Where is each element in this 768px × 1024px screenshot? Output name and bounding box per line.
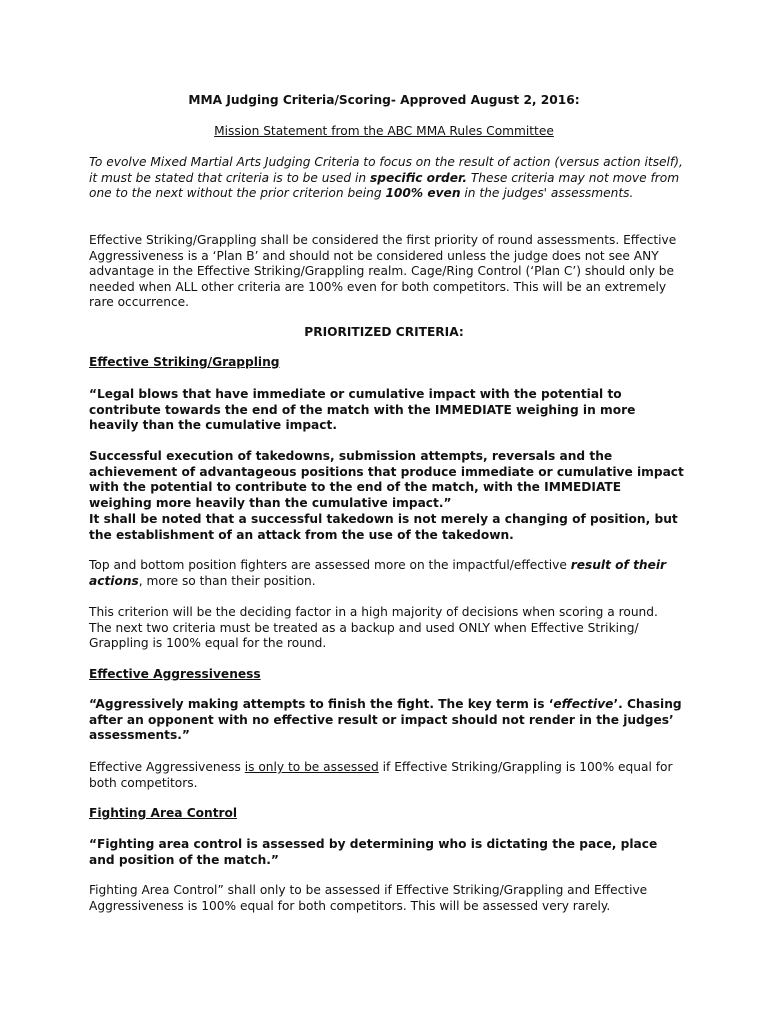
aggressiveness-note-underline: is only to be assessed	[244, 760, 379, 774]
striking-heading: Effective Striking/Grappling	[89, 355, 280, 369]
striking-quote-1: “Legal blows that have immediate or cumulative impact with the potential to contribute towards the end of the match with the IMMEDIATE weighing in more heavily than the cumulative impact.	[89, 387, 636, 433]
deciding-factor-paragraph: This criterion will be the deciding factor in a high majority of decisions when scoring a round. The next two criteria must be treated as a backup and used ONLY when Effective Striking/ Grappling is 100% equal for the round.	[89, 605, 658, 651]
intro-emphasis-100-even: 100% even	[385, 186, 461, 201]
overview-paragraph: Effective Striking/Grappling shall be considered the first priority of round assessments. Effective Aggressiveness is a ‘Plan B’ and should not be considered unless the judge does not see ANY advantage in the Effective Striking/Grappling realm. Cage/Ring Control (‘Plan C’) should only be needed when ALL other criteria are 100% even for both competitors. This will be an extremely rare occurrence.	[89, 233, 677, 310]
position-text-1: Top and bottom position fighters are assessed more on the impactful/effective	[89, 558, 571, 572]
striking-quote-2: Successful execution of takedowns, submission attempts, reversals and the achievement of advantageous positions that produce immediate or cumulative impact with the potential to contribute to the end of the match, with the IMMEDIATE weighing more heavily than the cumulative impact.”	[89, 449, 684, 510]
mission-heading: Mission Statement from the ABC MMA Rules Committee	[214, 124, 554, 138]
prioritized-heading: PRIORITIZED CRITERIA:	[304, 325, 464, 339]
position-text-2: , more so than their position.	[138, 573, 316, 588]
position-paragraph	[89, 558, 684, 589]
aggressiveness-quote-text-1: “Aggressively making attempts to finish the fight. The key term is ‘	[89, 697, 554, 711]
aggressiveness-note-text-2: if Effective Striking/Grappling is 100% equal for both competitors.	[89, 760, 673, 790]
striking-quote-3: It shall be noted that a successful takedown is not merely a changing of position, but the establishment of an attack from the use of the takedown.	[89, 512, 678, 542]
intro-text-2: These criteria may not move from one to the next without the prior criterion being	[89, 170, 680, 201]
intro-text-3: in the judges' assessments.	[460, 186, 634, 201]
aggressiveness-note-text-1: Effective Aggressiveness	[89, 760, 245, 774]
aggressiveness-quote-text-2: ’. Chasing after an opponent with no effective result or impact should not render in the judges’ assessments.”	[89, 697, 682, 743]
intro-paragraph	[89, 155, 684, 202]
aggressiveness-heading: Effective Aggressiveness	[89, 667, 261, 681]
area-control-heading: Fighting Area Control	[89, 806, 238, 820]
document-title: MMA Judging Criteria/Scoring- Approved August 2, 2016:	[188, 93, 580, 107]
aggressiveness-quote-emphasis: effective	[553, 697, 614, 711]
aggressiveness-note	[89, 760, 684, 791]
intro-emphasis-specific-order: specific order.	[369, 170, 467, 185]
intro-text-1: To evolve Mixed Martial Arts Judging Criteria to focus on the result of action (versus action itself), it must be stated that criteria is to be used in	[89, 155, 683, 185]
aggressiveness-quote	[89, 697, 684, 744]
area-control-quote: “Fighting area control is assessed by determining who is dictating the pace, place and position of the match.”	[89, 837, 658, 867]
area-control-note: Fighting Area Control” shall only to be assessed if Effective Striking/Grappling and Effective Aggressiveness is 100% equal for both competitors. This will be assessed very rarely.	[89, 883, 648, 913]
position-emphasis: result of their actions	[89, 558, 667, 588]
